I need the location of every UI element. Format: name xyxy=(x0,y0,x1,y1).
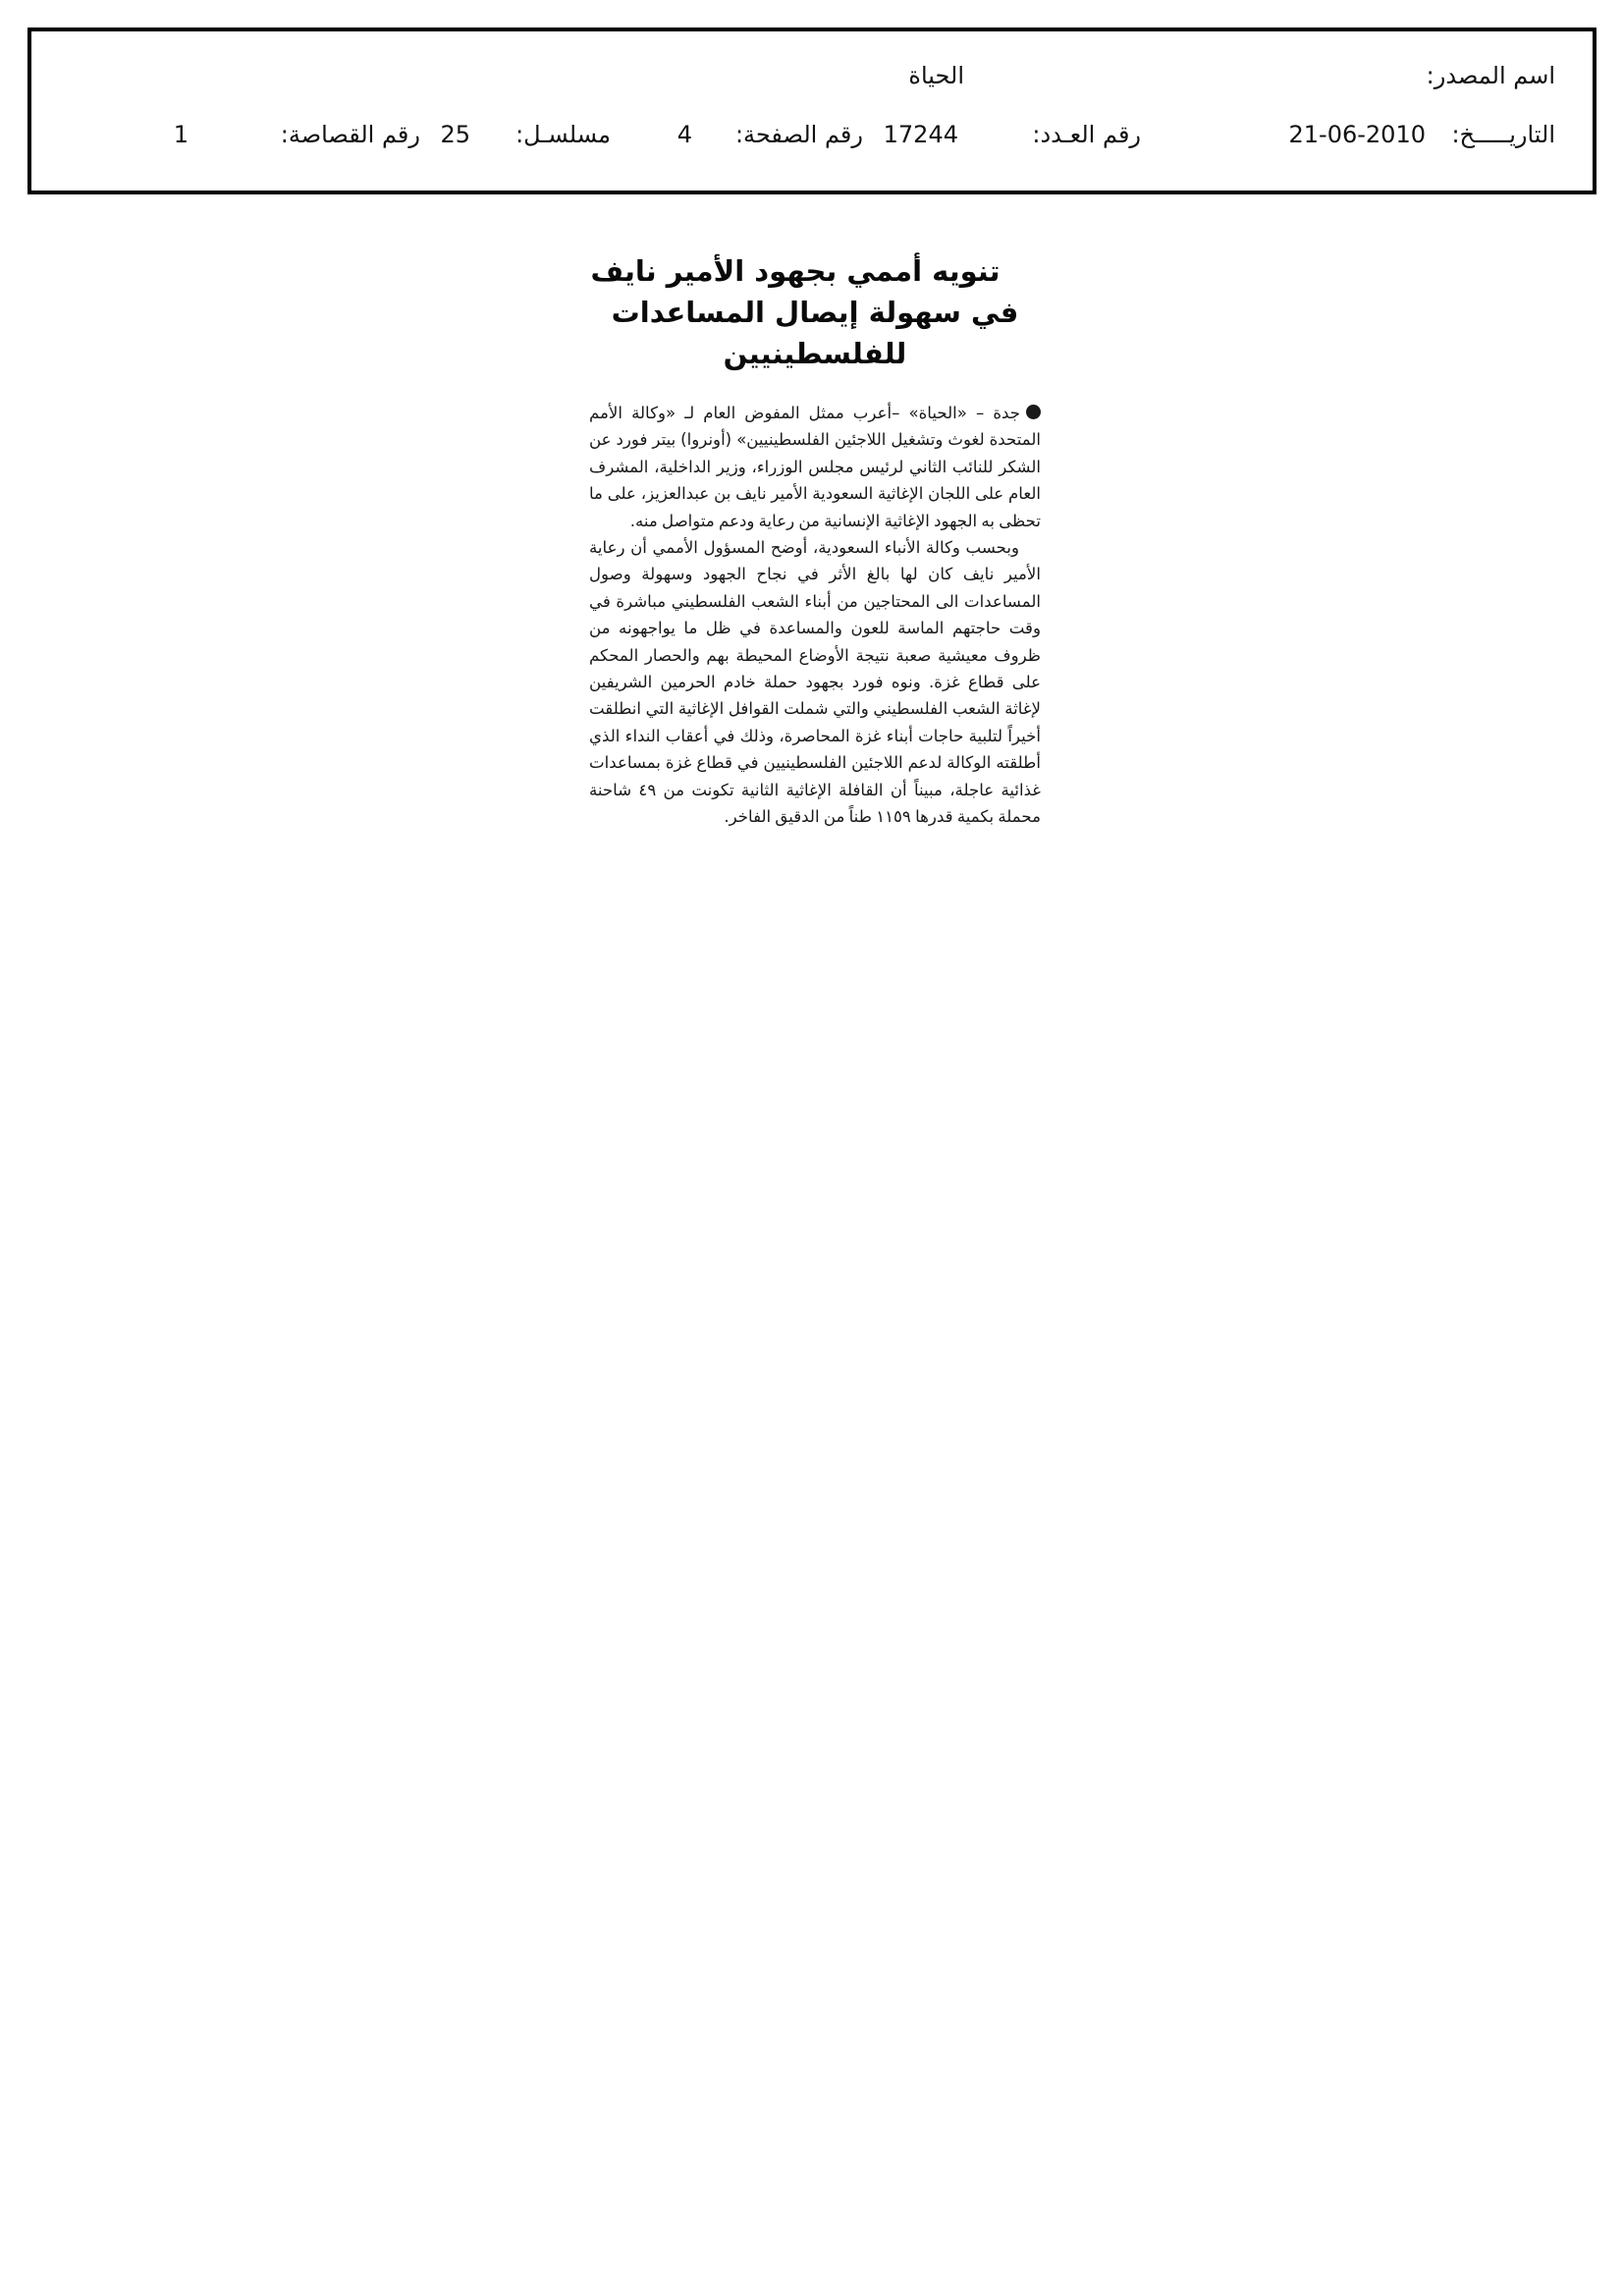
date-value: 21-06-2010 xyxy=(1288,121,1426,148)
serial-label: مسلسـل: xyxy=(515,121,611,148)
article-paragraph-1 xyxy=(589,400,1041,534)
headline-line-1: تنويه أممي بجهود الأمير نايف xyxy=(590,254,1001,288)
headline-line-2: في سهولة إيصال المساعدات للفلسطينيين xyxy=(611,296,1019,370)
serial-value: 25 xyxy=(440,121,470,148)
source-value: الحياة xyxy=(908,62,964,89)
page-label: رقم الصفحة: xyxy=(734,121,863,148)
clip-label: رقم القصاصة: xyxy=(280,121,420,148)
issue-value: 17244 xyxy=(883,121,958,148)
article-paragraph-2: وبحسب وكالة الأنباء السعودية، أوضح المسؤول الأممي أن رعاية الأمير نايف كان لها بالغ الأثر في نجاح الجهود وسهولة وصول المساعدات الى المحتاجين من أبناء الشعب الفلسطيني مباشرة في وقت حاجتهم الماسة للعون والمساعدة في ظل ما يواجهونه من ظروف معيشية صعبة نتيجة الأوضاع المحيطة بهم والحصار المحكم على قطاع غزة. ونوه فورد بجهود حملة خادم الحرمين الشريفين لإغاثة الشعب الفلسطيني والتي شملت القوافل الإغاثية التي انطلقت أخيراً لتلبية حاجات أبناء غزة المحاصرة، وذلك في أعقاب النداء الذي أطلقته الوكالة لدعم اللاجئين الفلسطينيين في قطاع غزة بمساعدات غذائية عاجلة، مبيناً أن القافلة الإغاثية الثانية تكونت من ٤٩ شاحنة محملة بكمية قدرها ١١٥٩ طناً من الدقيق الفاخر. xyxy=(589,538,1041,827)
clipping-header-box xyxy=(27,27,1596,194)
clip-value: 1 xyxy=(173,121,189,148)
bullet-icon xyxy=(1026,405,1041,419)
article-headline xyxy=(589,250,1041,374)
date-label: التاريـــــخ: xyxy=(1451,121,1555,148)
source-label: اسم المصدر: xyxy=(1426,62,1555,89)
article-body xyxy=(589,400,1041,831)
page-value: 4 xyxy=(676,121,692,148)
issue-label: رقم العـدد: xyxy=(1032,121,1141,148)
newspaper-clipping xyxy=(589,250,1041,1046)
article-paragraph-1-text: جدة – «الحياة» –أعرب ممثل المفوض العام لـ «وكالة الأمم المتحدة لغوث وتشغيل اللاجئين الفلسطينيين» (أونروا) بيتر فورد عن الشكر للنائب الثاني لرئيس مجلس الوزراء، وزير الداخلية، المشرف العام على اللجان الإغاثية السعودية الأمير نايف بن عبدالعزيز، على ما تحظى به الجهود الإغاثية الإنسانية من رعاية ودعم متواصل منه. xyxy=(589,404,1041,530)
